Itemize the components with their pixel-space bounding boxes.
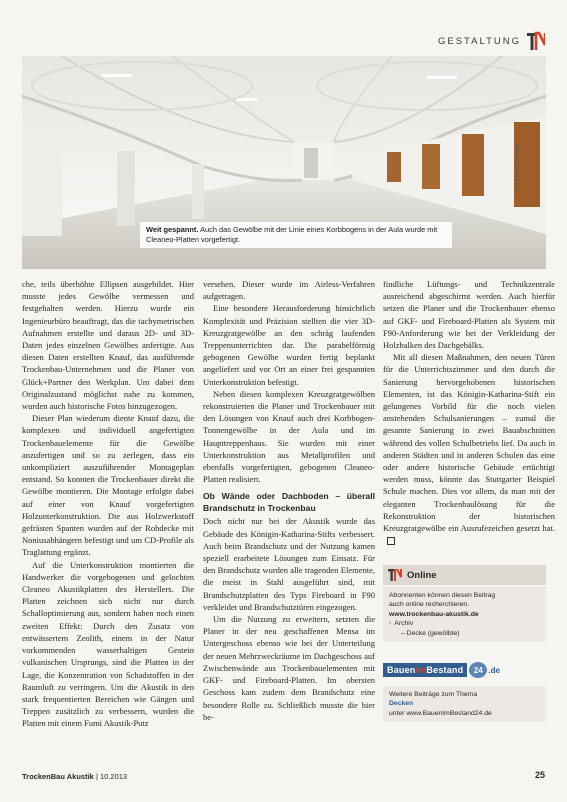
- paragraph: Um die Nutzung zu erweitern, setzten die Planer in der neu geschaffenen Mensa im Untergeschoss ebenso wie bei der Unterteilung der neuen Mehrzweckräume im Dachgeschoss auf Zwischenwände aus Trockenbauelementen mit GKF- und Fireboard-Platten. Im obersten Geschoss kam zudem dem Brandschutz eine besondere Rolle zu. Schließlich musste die hier be-: [203, 614, 375, 722]
- online-nav-decke: – Decke (gewölbte): [401, 629, 460, 637]
- section-header: [438, 30, 545, 52]
- caption-text: Auch das Gewölbe mit der Linie eines Korbbogens in der Aula wurde mit Cleaneo-Platten vorgefertigt.: [146, 225, 438, 244]
- online-line-2: auch online recherchieren.: [389, 601, 470, 609]
- footer-magazine: [22, 772, 127, 781]
- text-column-2: [203, 278, 375, 723]
- page-number: 25: [534, 770, 545, 780]
- paragraph: findliche Lüftungs- und Technikzentrale ausreichend abgeschirmt werden. Auch hierfür setzen die Planer und die Trockenbauer ebenso auf GKF- und Fireboard-Platten als System mit F90-Anforderung wie bei der Verkleidung der Holzbalken des Dachgebälks.: [383, 279, 555, 351]
- bauen-box-body: [383, 686, 546, 722]
- caption-lead: Weit gespannt.: [146, 225, 199, 234]
- text-column-1: [22, 278, 194, 730]
- paragraph: Doch nicht nur bei der Akustik wurde das Gebäude des Königin-Katharina-Stifts verbessert. Auch beim Brandschutz und der Nutzung kamen speziell erarbeitete Lösungen zum Einsatz. Für den Brandschutz wurden alle tragenden Elemente, die meist in Stahl ausgeführt sind, mit Brandschutzplatten des Typs Fireboard in F90 verkleidet und Brandschutztüren eingezogen.: [203, 516, 375, 612]
- paragraph: Eine besondere Herausforderung hinsichtlich Komplexität und Präzision stellten die vier 3D-Kreuzgratgewölbe an den schräg laufenden Treppenunterrichten dar. Die parabelförmig gebogenen Gewölbe wurden fertig beplankt angeliefert und vor Ort an einer frei gespannten Unterkonstruktion befestigt.: [203, 303, 375, 387]
- online-line-1: Abonnenten können diesen Beitrag: [389, 592, 496, 599]
- brand-wordmark: BauenimBestand: [383, 663, 467, 677]
- photo-credit: Foto: Knauf/Schwarz: [515, 143, 521, 190]
- footer-separator: |: [95, 772, 98, 781]
- nav-label-archive: Archiv: [394, 620, 414, 628]
- online-box-body: [383, 587, 546, 642]
- magazine-logo-icon: [527, 31, 545, 51]
- end-of-article-icon: [387, 537, 395, 545]
- photo-caption: [140, 222, 452, 248]
- paragraph: Neben diesen komplexen Kreuzgratgewölben rekonstruierten die Planer und Trockenbauer mit den Lösungen von Knauf auch drei Korbbogen-Tonnengewölbe in der Aula und im Haupttreppenhaus. Sie wurden mit einer Unterkonstruktion aus Metallprofilen und ebenfalls vorgefertigten, gebogenen Cleaneo-Platten realisiert.: [203, 388, 375, 485]
- brand-tld: .de: [488, 665, 500, 675]
- bauen-im-bestand-box: [383, 660, 546, 722]
- paragraph: Dieser Plan wiederum diente Knauf dazu, die komplexen und individuell angefertigten Trockenbauelemente für die Gewölbe anzufertigen und so zu zerlegen, dass ein unkompliziert auszuführender Montageplan entstand. So konnten die Trockenbauer direkt die Gewölbe montieren. Die Montage erfolgte dabei auf einer von Knauf vorgefertigten Holzunterkonstruktion. Die aus Holzwerkstoff gefrästen Spanten wurden auf der Rohdecke mit Noniusabhängern befestigt und um CD-Profile als Traglattung ergänzt.: [22, 413, 194, 558]
- bauen-im-bestand-logo: [383, 660, 546, 680]
- text-column-3: [383, 278, 555, 546]
- chevron-right-icon: ›: [389, 620, 392, 628]
- magazine-name: TrockenBau Akustik: [22, 772, 94, 781]
- paragraph: che, teils überhöhte Ellipsen ausgebildet. Hier musste jedes Gewölbe vermessen und festgehalten werden. Hierzu wurde ein Ingenieurbüro beauftragt, das die tachymetrischen Aufnahmen erstellte und daraus 2D- und 3D-Daten jedes einzelnen Gewölbes anfertigte. Aus diesen Daten erstellten Knauf, das ausführende Trockenbau-Unternehmen und die Planer von Glück+Partner den Werkplan. Um dabei dem Originalzustand möglichst nahe zu kommen, wurden auch historische Fotos hinzugezogen.: [22, 279, 194, 412]
- section-label: GESTALTUNG: [438, 35, 521, 47]
- bauen-line-3: unter www.BauenImBestand24.de: [389, 709, 492, 717]
- online-nav-archive: [389, 619, 540, 628]
- online-logo-icon: [388, 569, 402, 581]
- online-link[interactable]: www.trockenbau-akustik.de: [389, 610, 479, 618]
- online-title-text: Online: [407, 569, 437, 581]
- section-heading: Ob Wände oder Dachboden – überall Brandschutz in Trockenbau: [203, 491, 375, 513]
- paragraph: Auf die Unterkonstruktion montierten die Handwerker die vorgebogenen und gelochten Cleaneo Akustikplatten des Herstellers. Die Platten zeichnen sich nicht nur durch Schalloptimierung aus, sondern haben noch einen zweiten Effekt: Durch den Zusatz von entwässertem Zeolith, einem in der Natur vorkommenden wasserhaltigen Gestein vulkanischen Ursprungs, sind die Platten in der Lage, die Konzentration von Schadstoffen in der Raumluft zu verringern. Um die Akustik in den stark frequentierten Bereichen wie Gängen und Treppen zusätzlich zu verbessern, wurden die Platten mit einem Fumi Akustik-Putz: [22, 559, 194, 729]
- brand-badge: 24: [469, 662, 487, 678]
- paragraph-text: Mit all diesen Maßnahmen, den neuen Türen für die Unterrichtszimmer und den durch die Sanierung hervorgehobenen historischen Elementen, ist das Königin-Katharina-Stift ein gelungenes Vorbild für die noch vielen anstehenden Schulsanierungen – zumal die gesamte Sanierung in zwei Bauabschnitten während des vollen Schulbetriebs lief. Da auch in anderen Städten und in anderen Schulen das eine oder andere historische Gebäude ertüchtigt werden muss, könnte das Stuttgarter Beispiel Schule machen. Dies vor allem, da man mit der eleganten Trockenbaulösung für die Rekonstruktion der historischen Kreuzgratgewölbe ein Ausrufezeichen gesetzt hat.: [383, 352, 555, 534]
- paragraph: [383, 351, 555, 546]
- bauen-line-1: Weitere Beiträge zum Thema: [389, 691, 478, 698]
- online-box-title: [383, 565, 546, 585]
- bauen-topic: Decken: [389, 700, 414, 708]
- issue-number: 10.2013: [99, 772, 128, 781]
- paragraph: versehen. Dieser wurde im Airless-Verfahren aufgetragen.: [203, 279, 375, 302]
- online-info-box: [383, 565, 546, 642]
